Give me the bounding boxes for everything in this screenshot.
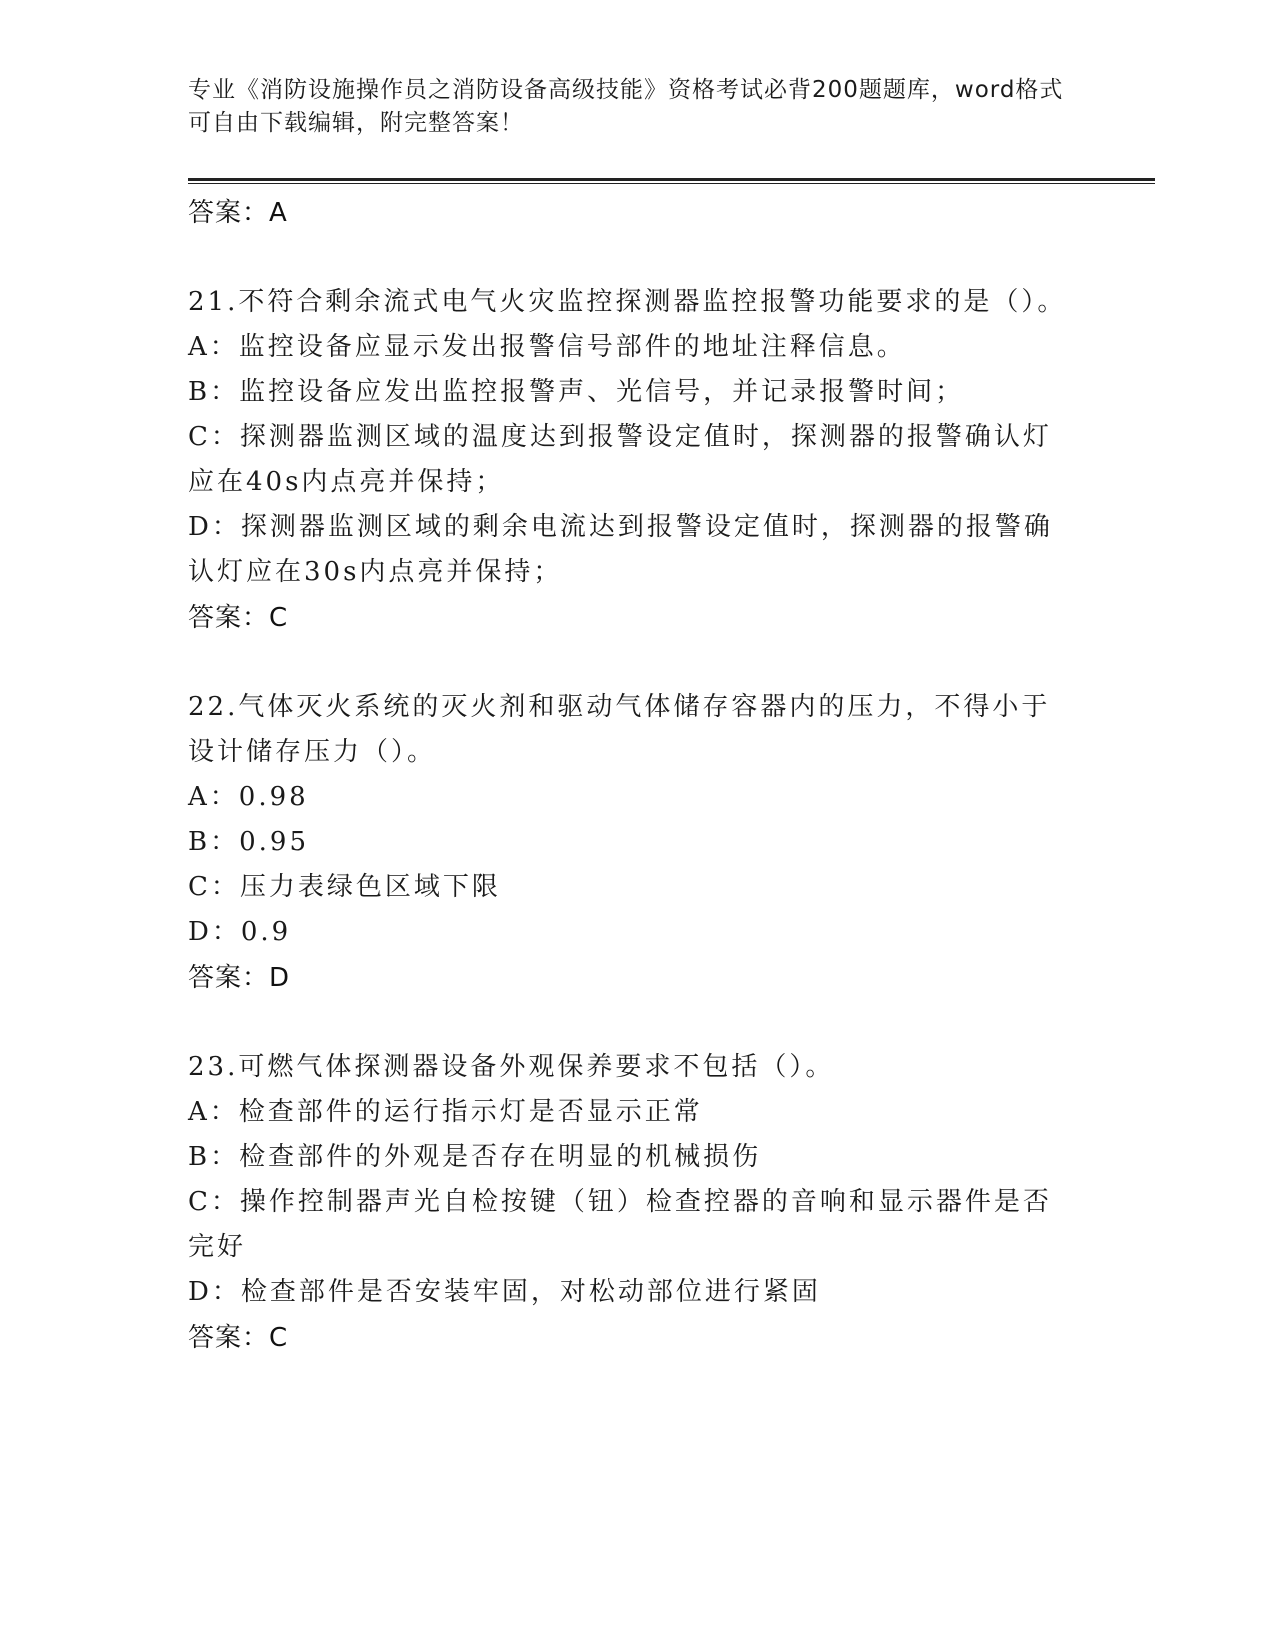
option-d: D：0.9 xyxy=(188,917,292,947)
option-b: B：0.95 xyxy=(188,827,309,857)
option-c: C：探测器监测区域的温度达到报警设定值时，探测器的报警确认灯应在40s内点亮并保持； xyxy=(188,422,1052,497)
header-divider-thin xyxy=(188,183,1155,184)
option-a: A：检查部件的运行指示灯是否显示正常 xyxy=(188,1097,703,1127)
option-d: D：检查部件是否安装牢固，对松动部位进行紧固 xyxy=(188,1277,821,1307)
option-c: C：压力表绿色区域下限 xyxy=(188,872,501,902)
page-header: 专业《消防设施操作员之消防设备高级技能》资格考试必背200题题库，word格式可自由下载编辑，附完整答案！ xyxy=(188,77,1064,136)
question-23 xyxy=(188,1045,1078,1361)
option-d: D：探测器监测区域的剩余电流达到报警设定值时，探测器的报警确认灯应在30s内点亮并保持； xyxy=(188,512,1053,587)
answer-line: 答案：D xyxy=(188,963,291,993)
question-stem: 23.可燃气体探测器设备外观保养要求不包括（）。 xyxy=(188,1052,835,1082)
option-b: B：监控设备应发出监控报警声、光信号，并记录报警时间； xyxy=(188,377,965,407)
answer-line: 答案：C xyxy=(188,1323,289,1353)
question-stem: 22.气体灭火系统的灭火剂和驱动气体储存容器内的压力，不得小于设计储存压力（）。 xyxy=(188,692,1051,767)
option-a: A：监控设备应显示发出报警信号部件的地址注释信息。 xyxy=(188,332,906,362)
question-22 xyxy=(188,685,1078,1001)
question-21 xyxy=(188,280,1078,641)
option-c: C：操作控制器声光自检按键（钮）检查控器的音响和显示器件是否完好 xyxy=(188,1187,1052,1262)
option-b: B：检查部件的外观是否存在明显的机械损伤 xyxy=(188,1142,762,1172)
answer-line: 答案：C xyxy=(188,603,289,633)
header-divider-thick xyxy=(188,178,1155,181)
question-stem: 21.不符合剩余流式电气火灾监控探测器监控报警功能要求的是（）。 xyxy=(188,287,1067,317)
option-a: A：0.98 xyxy=(188,782,309,812)
document-body xyxy=(188,190,1078,1361)
previous-answer: 答案：A xyxy=(188,198,288,228)
